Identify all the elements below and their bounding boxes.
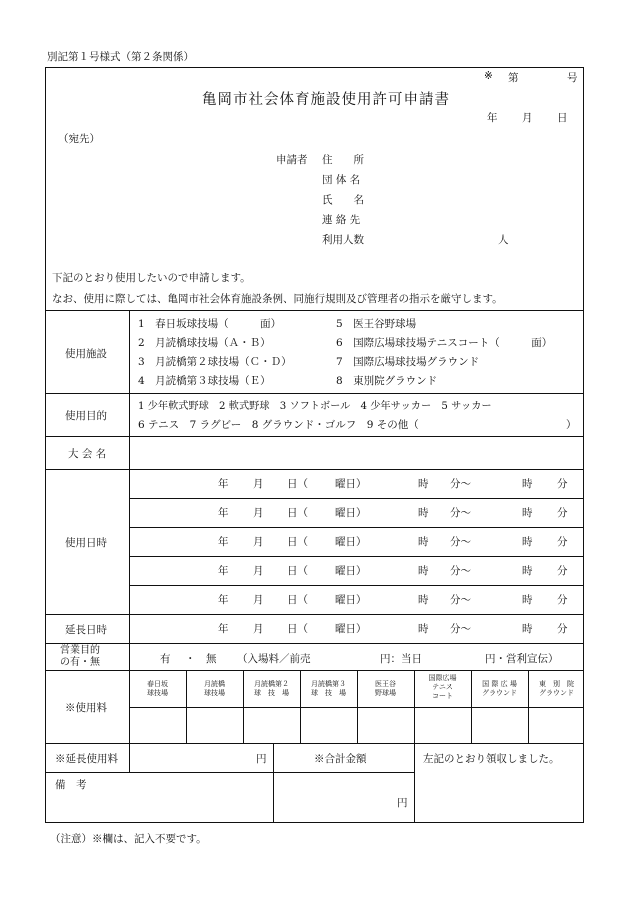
applicant-people: 利用人数 — [322, 234, 364, 246]
fee-column-header-8-line-1: 東 別 院 — [539, 680, 574, 688]
rule-total-left — [273, 743, 274, 823]
usage-row-5-cell-3: 日（ — [287, 594, 308, 606]
rule-datetime-top — [45, 469, 584, 470]
fee-column-header-7-line-2: グラウンド — [482, 689, 517, 697]
statement-2: なお、使用に際しては、亀岡市社会体育施設条例、同施行規則及び管理者の指示を厳守します。 — [52, 293, 503, 305]
remarks-label: 備 考 — [55, 779, 87, 791]
usage-row-4-cell-3: 日（ — [287, 565, 308, 577]
form-id: 別記第１号様式（第２条関係） — [47, 51, 194, 63]
fee-column-header-5-line-2: 野球場 — [375, 689, 396, 697]
rule-datetime-1 — [129, 498, 584, 499]
date-month: 月 — [522, 112, 533, 124]
usage-row-5-cell-5: 時 — [418, 594, 429, 606]
usage-row-1-cell-2: 月 — [253, 478, 264, 490]
usage-datetime-label: 使用日時 — [65, 537, 107, 549]
usage-row-2-cell-8: 分 — [557, 507, 568, 519]
rule-ext-fee-top — [45, 743, 584, 744]
fee-column-header-5 — [357, 680, 414, 698]
usage-row-5-cell-4: 曜日） — [335, 594, 367, 606]
usage-row-2-cell-2: 月 — [253, 507, 264, 519]
fee-column-header-3 — [243, 680, 300, 698]
usage-row-1-cell-3: 日（ — [287, 478, 308, 490]
facility-6: 6 国際広場球技場テニスコート（ 面） — [336, 337, 553, 349]
ext-fee-yen: 円 — [256, 753, 267, 765]
remarks-yen: 円 — [397, 797, 408, 809]
facility-2: 2 月読橋球技場（Ａ・Ｂ） — [138, 337, 271, 349]
purpose-line-2-close: ） — [566, 419, 577, 431]
usage-row-4-cell-5: 時 — [418, 565, 429, 577]
fee-column-header-4 — [300, 680, 357, 698]
fee-column-header-1 — [129, 680, 186, 698]
usage-row-3-cell-8: 分 — [557, 536, 568, 548]
ext-fee-label: ※延長使用料 — [55, 753, 118, 765]
commercial-label-1: 営業目的 — [60, 645, 100, 656]
facility-5: 5 医王谷野球場 — [336, 318, 417, 330]
facility-3: 3 月読橋第２球技場（Ｃ・Ｄ） — [138, 356, 292, 368]
receipt-go: 号 — [567, 72, 578, 84]
applicant-address: 住 所 — [322, 154, 364, 166]
usage-row-2-cell-1: 年 — [218, 507, 229, 519]
facility-7: 7 国際広場球技場グラウンド — [336, 356, 480, 368]
statement-1: 下記のとおり使用したいので申請します。 — [52, 272, 251, 284]
applicant-group: 団 体 名 — [322, 174, 361, 186]
usage-row-3-cell-7: 時 — [522, 536, 533, 548]
fee-label: ※使用料 — [65, 702, 107, 714]
usage-row-2-cell-4: 曜日） — [335, 507, 367, 519]
usage-row-1-cell-7: 時 — [522, 478, 533, 490]
receipt-mark: ※ — [484, 70, 493, 82]
fee-column-header-1-line-2: 球技場 — [147, 689, 168, 697]
fee-column-header-7 — [471, 680, 528, 698]
purpose-line-1: 1 少年軟式野球 2 軟式野球 3 ソフトボール 4 少年サッカー 5 サッカー — [138, 401, 492, 412]
application-form — [45, 67, 584, 823]
facility-8: 8 東別院グラウンド — [336, 375, 438, 387]
usage-row-3-cell-5: 時 — [418, 536, 429, 548]
rule-facilities-top — [45, 310, 584, 311]
usage-row-2-cell-6: 分〜 — [450, 507, 471, 519]
rule-extension-top — [45, 614, 584, 615]
fee-column-header-3-line-2: 球 技 場 — [254, 689, 289, 697]
fee-column-header-6 — [414, 674, 471, 701]
usage-row-4-cell-7: 時 — [522, 565, 533, 577]
fee-column-header-5-line-1: 医王谷 — [375, 680, 396, 688]
applicant-name: 氏 名 — [322, 194, 364, 206]
extension-row-cell-2: 月 — [253, 623, 264, 635]
fee-column-header-4-line-1: 月読橋第３ — [311, 680, 346, 688]
fee-column-header-2 — [186, 680, 243, 698]
usage-row-1-cell-5: 時 — [418, 478, 429, 490]
usage-row-1-cell-6: 分〜 — [450, 478, 471, 490]
fee-column-header-1-line-1: 春日坂 — [147, 680, 168, 688]
commercial-dot: ・ — [185, 653, 196, 665]
extension-row-cell-7: 時 — [522, 623, 533, 635]
extension-datetime-label: 延長日時 — [65, 624, 107, 636]
rule-tournament-top — [45, 436, 584, 437]
date-year: 年 — [487, 112, 498, 124]
rule-label-column — [129, 310, 130, 670]
people-unit: 人 — [498, 234, 509, 246]
usage-row-1-cell-1: 年 — [218, 478, 229, 490]
admission-on-day: 円：当日 — [380, 653, 422, 665]
receipt-text: 左記のとおり領収しました。 — [423, 753, 560, 765]
fee-column-header-6-line-1: 国際広場 — [428, 674, 457, 682]
usage-row-4-cell-6: 分〜 — [450, 565, 471, 577]
purpose-line-2: 6 テニス 7 ラグビー 8 グラウンド・ゴルフ 9 その他（ — [138, 419, 419, 431]
extension-row-cell-3: 日（ — [287, 623, 308, 635]
fee-column-header-4-line-2: 球 技 場 — [311, 689, 346, 697]
usage-row-5-cell-6: 分〜 — [450, 594, 471, 606]
rule-datetime-3 — [129, 556, 584, 557]
note: （注意）※欄は、記入不要です。 — [50, 833, 207, 845]
extension-row-cell-6: 分〜 — [450, 623, 471, 635]
rule-fee-header-bottom — [129, 707, 584, 708]
usage-row-4-cell-1: 年 — [218, 565, 229, 577]
usage-row-5-cell-7: 時 — [522, 594, 533, 606]
fee-column-header-6-line-2: テニス — [432, 683, 453, 691]
usage-row-4-cell-2: 月 — [253, 565, 264, 577]
usage-row-2-cell-7: 時 — [522, 507, 533, 519]
commercial-label-2: の有・無 — [60, 657, 100, 668]
fee-column-header-3-line-1: 月読橋第２ — [254, 680, 289, 688]
fee-column-header-6-line-3: コート — [432, 692, 453, 700]
facility-4: 4 月読橋第３球技場（Ｅ） — [138, 375, 271, 387]
receipt-dai: 第 — [508, 72, 519, 84]
admission-sales: 円・営利宣伝） — [485, 653, 559, 665]
commercial-yes: 有 — [160, 653, 171, 665]
rule-datetime-4 — [129, 585, 584, 586]
applicant-contact: 連 絡 先 — [322, 214, 361, 226]
rule-receipt-left — [414, 743, 415, 823]
page-title: 亀岡市社会体育施設使用許可申請書 — [202, 92, 450, 108]
usage-row-3-cell-6: 分〜 — [450, 536, 471, 548]
addressee: （宛先） — [58, 133, 100, 145]
facility-1: 1 春日坂球技場（ 面） — [138, 318, 282, 330]
rule-commercial-top — [45, 643, 584, 644]
usage-row-1-cell-8: 分 — [557, 478, 568, 490]
fee-column-header-7-line-1: 国 際 広 場 — [482, 680, 517, 688]
usage-row-1-cell-4: 曜日） — [335, 478, 367, 490]
rule-datetime-2 — [129, 527, 584, 528]
usage-row-3-cell-1: 年 — [218, 536, 229, 548]
usage-row-4-cell-4: 曜日） — [335, 565, 367, 577]
rule-fee-top — [45, 670, 584, 671]
usage-row-5-cell-2: 月 — [253, 594, 264, 606]
usage-row-3-cell-2: 月 — [253, 536, 264, 548]
extension-row-cell-5: 時 — [418, 623, 429, 635]
usage-row-3-cell-4: 曜日） — [335, 536, 367, 548]
extension-row-cell-8: 分 — [557, 623, 568, 635]
usage-row-5-cell-1: 年 — [218, 594, 229, 606]
rule-purpose-top — [45, 393, 584, 394]
rule-remarks-top — [45, 772, 414, 773]
date-day: 日 — [557, 112, 568, 124]
total-label: ※合計金額 — [314, 753, 367, 765]
admission-note: （入場料／前売 — [237, 653, 311, 665]
facilities-label: 使用施設 — [65, 348, 107, 360]
purpose-label: 使用目的 — [65, 410, 107, 422]
commercial-label — [60, 645, 100, 669]
usage-row-4-cell-8: 分 — [557, 565, 568, 577]
extension-row-cell-1: 年 — [218, 623, 229, 635]
commercial-no: 無 — [206, 653, 217, 665]
applicant-label: 申請者 — [276, 154, 308, 166]
tournament-label: 大 会 名 — [68, 448, 107, 460]
extension-row-cell-4: 曜日） — [335, 623, 367, 635]
rule-ext-fee-label — [129, 743, 130, 772]
usage-row-2-cell-3: 日（ — [287, 507, 308, 519]
usage-row-3-cell-3: 日（ — [287, 536, 308, 548]
usage-row-2-cell-5: 時 — [418, 507, 429, 519]
fee-column-header-2-line-1: 月読橋 — [204, 680, 225, 688]
fee-column-header-2-line-2: 球技場 — [204, 689, 225, 697]
usage-row-5-cell-8: 分 — [557, 594, 568, 606]
fee-column-header-8-line-2: グラウンド — [539, 689, 574, 697]
fee-column-header-8 — [528, 680, 585, 698]
